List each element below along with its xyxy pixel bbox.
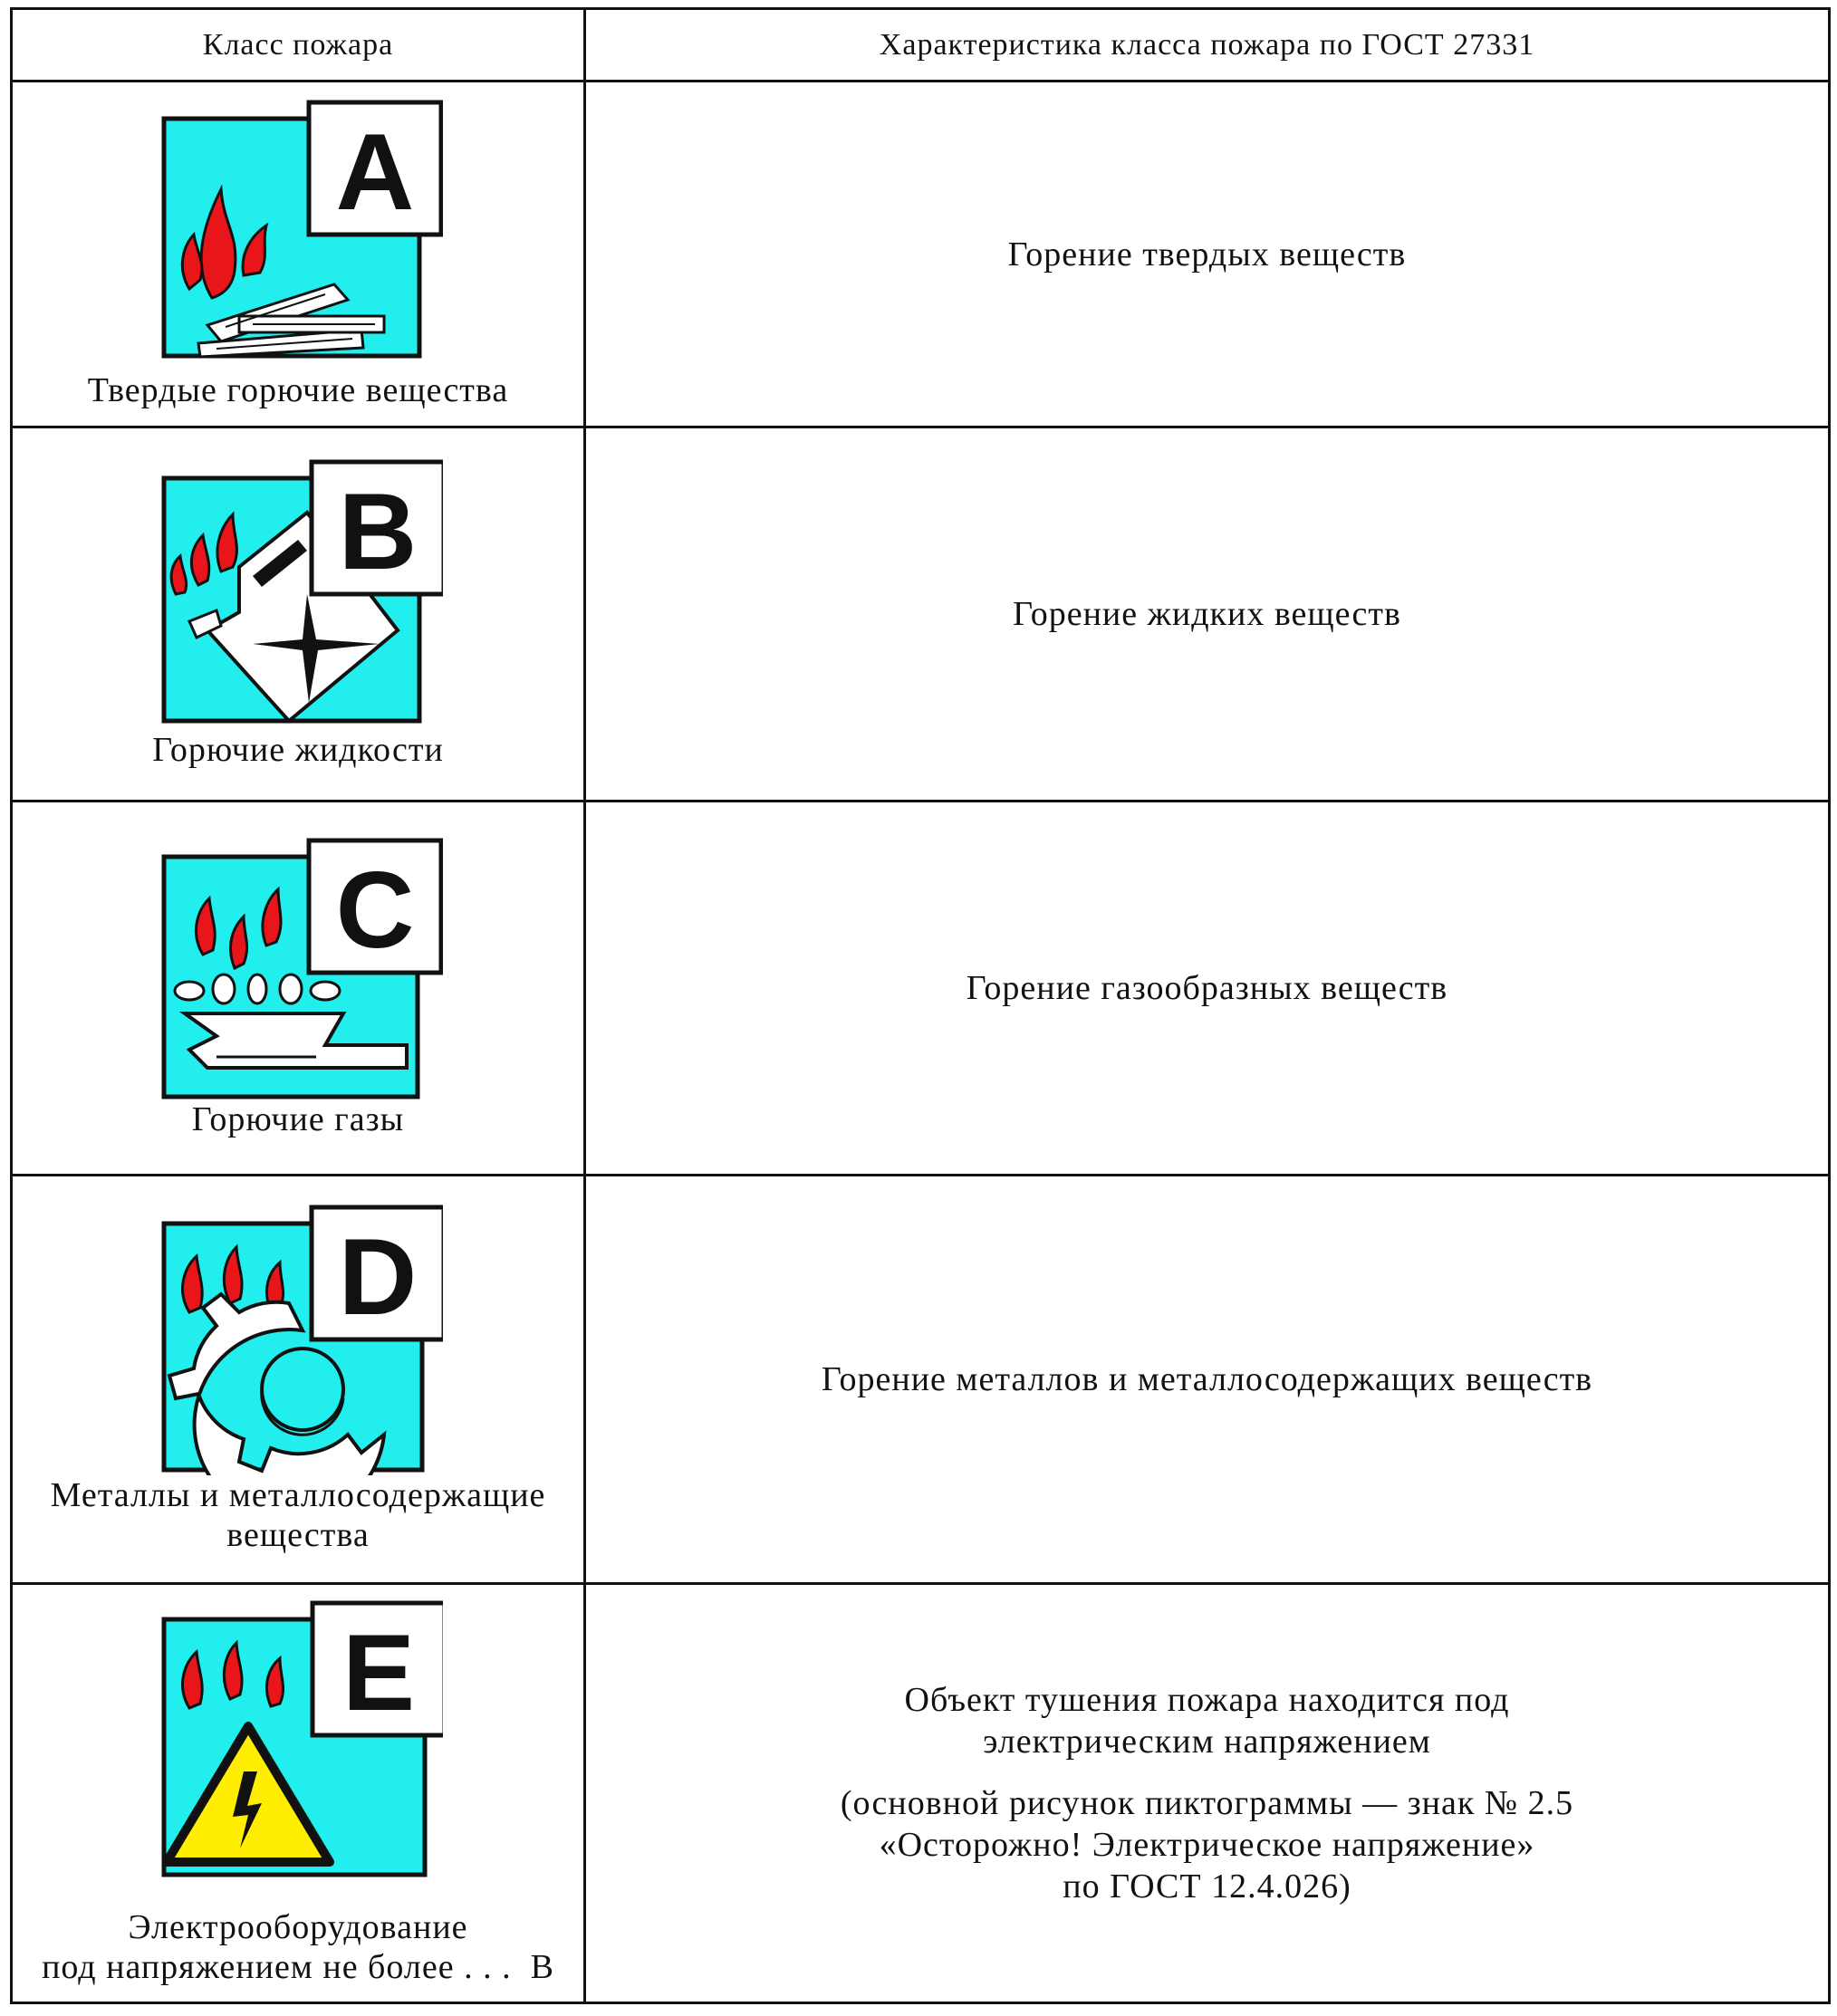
fire-class-table xyxy=(10,7,1831,2004)
class-caption: Твердые горючие вещества xyxy=(87,370,509,409)
fire-class-e-icon xyxy=(153,1599,443,1880)
class-letter: E xyxy=(341,1612,416,1733)
table-row xyxy=(12,1584,1830,2003)
header-row xyxy=(12,9,1830,82)
table-row xyxy=(12,82,1830,427)
fire-class-c-icon xyxy=(153,837,443,1099)
class-letter: C xyxy=(335,850,415,971)
table-row xyxy=(12,802,1830,1176)
class-cell-b xyxy=(12,427,585,802)
description-line1: Объект тушения пожара находится под xyxy=(904,1681,1510,1719)
fire-class-d-icon xyxy=(153,1204,443,1475)
description-cell xyxy=(585,1176,1830,1584)
description-note-line3: по ГОСТ 12.4.026) xyxy=(1063,1867,1351,1906)
table-row xyxy=(12,427,1830,802)
description-text: Горение жидких веществ xyxy=(1013,595,1401,633)
class-letter: D xyxy=(338,1216,418,1338)
class-cell-e xyxy=(12,1584,585,2003)
fire-class-b-icon xyxy=(153,458,443,730)
class-cell-d xyxy=(12,1176,585,1584)
class-cell-a xyxy=(12,82,585,427)
class-letter: B xyxy=(338,471,418,592)
description-text: Горение твердых веществ xyxy=(1007,235,1407,274)
class-caption-line2: вещества xyxy=(226,1516,370,1554)
description-note-line1: (основной рисунок пиктограммы — знак № 2.5 xyxy=(840,1784,1574,1822)
class-caption: Горючие жидкости xyxy=(152,731,444,769)
description-cell xyxy=(585,82,1830,427)
class-caption-line2: под напряжением не более . . . В xyxy=(42,1948,554,1986)
header-class: Класс пожара xyxy=(12,9,585,82)
description-note-line2: «Осторожно! Электрическое напряжение» xyxy=(879,1826,1535,1864)
class-cell-c xyxy=(12,802,585,1176)
description-cell xyxy=(585,1584,1830,2003)
description-line2: электрическим напряжением xyxy=(983,1723,1431,1761)
class-caption: Горючие газы xyxy=(191,1100,405,1138)
header-description: Характеристика класса пожара по ГОСТ 27331 xyxy=(585,9,1830,82)
fire-class-a-icon xyxy=(153,99,443,370)
class-caption-line1: Электрооборудование xyxy=(128,1908,468,1946)
table-row xyxy=(12,1176,1830,1584)
description-text: Горение газообразных веществ xyxy=(966,969,1448,1007)
description-cell xyxy=(585,427,1830,802)
class-letter: A xyxy=(335,110,415,233)
description-cell xyxy=(585,802,1830,1176)
class-caption-line1: Металлы и металлосодержащие xyxy=(50,1476,546,1514)
description-text: Горение металлов и металлосодержащих веществ xyxy=(821,1360,1593,1398)
